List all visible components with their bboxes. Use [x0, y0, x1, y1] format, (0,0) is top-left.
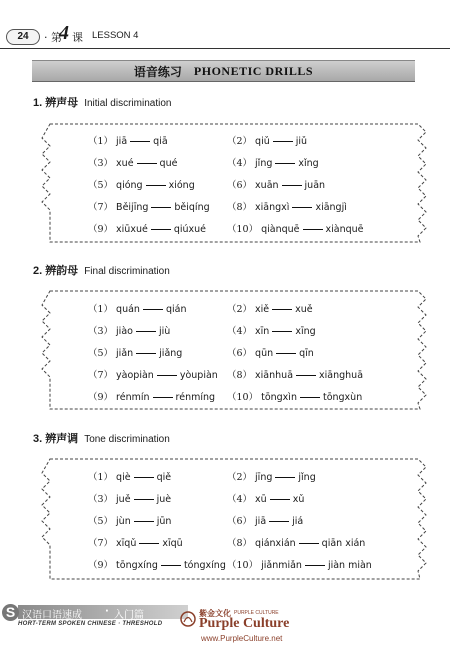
section-title-tone [33, 430, 170, 446]
section-title-cn: 辨声母 [45, 96, 79, 109]
drill-row [0, 221, 450, 235]
drill-item: （10） tōngxìn tōngxùn [227, 392, 363, 403]
drill-box-tone [0, 455, 450, 583]
drill-row [0, 199, 450, 213]
drill-item: （8） qiánxián qiān xián [227, 538, 366, 549]
purple-culture-logo-icon [179, 610, 197, 628]
drill-row [0, 301, 450, 315]
drill-item: （9） xiūxué qiúxué [88, 224, 207, 235]
drill-row [0, 345, 450, 359]
section-number: 1. [33, 97, 43, 109]
section-title-en: Final discrimination [84, 266, 170, 277]
drill-item: （2） jīng jǐng [227, 472, 316, 483]
section-title-initial [33, 94, 171, 110]
drill-item: （6） jiā jiá [227, 516, 304, 527]
section-title-en: Initial discrimination [84, 98, 172, 109]
drill-item: （3） juě juè [88, 494, 172, 505]
page-number: 24 [6, 29, 40, 45]
drill-item: （6） qūn qīn [227, 348, 314, 359]
book-title-cn: 汉语口语速成 [22, 610, 82, 621]
section-number: 3. [33, 433, 43, 445]
drill-item: （7） xīqǔ xīqū [88, 538, 183, 549]
drill-item: （3） jiào jiù [88, 326, 171, 337]
drill-item: （10） qiànquē xiànquē [227, 224, 364, 235]
drill-row [0, 177, 450, 191]
page-footer [0, 602, 450, 657]
drill-item: （8） xiānhuā xiānghuā [227, 370, 364, 381]
drill-row [0, 491, 450, 505]
drill-row [0, 133, 450, 147]
section-title-cn: 辨韵母 [45, 264, 79, 277]
drill-row [0, 155, 450, 169]
section-banner [32, 60, 415, 82]
drill-row [0, 535, 450, 549]
drill-item: （9） tōngxíng tóngxíng [88, 560, 226, 571]
lesson-number: 4 [59, 22, 69, 44]
drill-item: （7） Běijīng běiqíng [88, 202, 210, 213]
section-title-en: Tone discrimination [84, 434, 170, 445]
drill-box-initial [0, 120, 450, 246]
drill-item: （2） xiě xuě [227, 304, 313, 315]
banner-title-en: PHONETIC DRILLS [193, 63, 314, 78]
publisher-small: PURPLE CULTURE [234, 610, 279, 616]
section-number: 2. [33, 265, 43, 277]
drill-item: （8） xiāngxì xiāngjì [227, 202, 347, 213]
section-title-cn: 辨声调 [45, 432, 79, 445]
drill-item: （2） qiǔ jiǔ [227, 136, 308, 147]
drill-item: （1） quán qián [88, 304, 187, 315]
title-separator: · [105, 606, 109, 617]
drill-row [0, 513, 450, 527]
header-divider [0, 48, 450, 49]
drill-item: （10） jiǎnmiǎn jiàn miàn [227, 560, 372, 571]
drill-item: （1） jiā qiā [88, 136, 168, 147]
drill-box-final [0, 287, 450, 413]
lesson-prefix: · 第 [44, 31, 62, 44]
drill-row [0, 389, 450, 403]
drill-item: （9） rénmín rénmíng [88, 392, 216, 403]
book-title-en: HORT-TERM SPOKEN CHINESE · THRESHOLD [18, 621, 163, 627]
lesson-suffix: 课 [72, 31, 83, 44]
publisher-cn: 紫金文化 [199, 608, 231, 618]
drill-item: （3） xué qué [88, 158, 178, 169]
drill-item: （5） jiǎn jiǎng [88, 348, 183, 359]
drill-item: （4） jǐng xǐng [227, 158, 319, 169]
drill-row [0, 367, 450, 381]
drill-item: （1） qiè qiě [88, 472, 172, 483]
publisher-url: www.PurpleCulture.net [201, 634, 283, 643]
drill-row [0, 469, 450, 483]
series-badge: S [2, 604, 19, 621]
drill-item: （4） xīn xīng [227, 326, 316, 337]
drill-item: （5） jùn jūn [88, 516, 172, 527]
banner-title-cn: 语音练习 [133, 64, 182, 79]
lesson-label: LESSON 4 [92, 30, 139, 41]
page-header [0, 22, 450, 48]
publisher-name: Purple Culture [199, 616, 290, 631]
section-title-final [33, 262, 170, 278]
drill-item: （5） qióng xióng [88, 180, 195, 191]
drill-row [0, 323, 450, 337]
drill-row [0, 557, 450, 571]
drill-item: （4） xū xǔ [227, 494, 305, 505]
drill-item: （6） xuān juān [227, 180, 326, 191]
drill-item: （7） yàopiàn yòupiàn [88, 370, 218, 381]
book-level-cn: 入门篇 [114, 610, 144, 621]
